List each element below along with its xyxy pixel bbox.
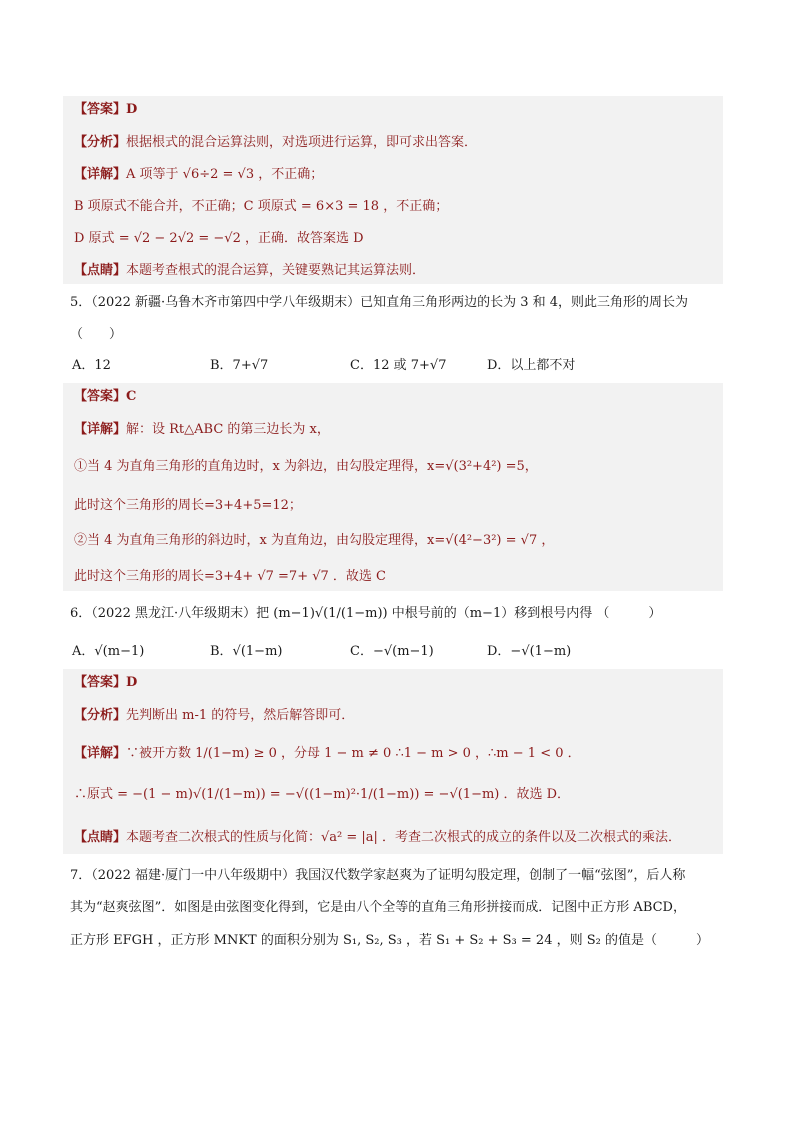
option-b: B．√(1−m) [210,644,283,659]
option-a: A．√(m−1) [72,644,145,659]
answer-line: 【答案】C [74,389,137,404]
answer-line: 【答案】D [74,102,138,117]
question-5-stem: 5．（2022 新疆·乌鲁木齐市第四中学八年级期末）已知直角三角形两边的长为 3 和 4，则此三角形的周长为 [70,295,689,310]
question-7-stem: 7．（2022 福建·厦门一中八年级期中）我国汉代数学家赵爽为了证明勾股定理，创制了一幅“弦图”，后人称 [70,868,686,883]
detail-line: B 项原式不能合并，不正确；C 项原式 = 6×3 = 18 ，不正确； [74,199,449,214]
detail-line: 【详解】∵被开方数 1/(1−m) ≥ 0 ，分母 1 − m ≠ 0 ∴1 − m > 0 ，∴m − 1 < 0 ． [74,746,581,761]
option-c: C．−√(m−1) [350,644,434,659]
detail-line: ①当 4 为直角三角形的直角边时，x 为斜边，由勾股定理得，x=√(3²+4²) =5， [74,459,538,474]
answer-box-q5 [63,383,723,591]
detail-line: ②当 4 为直角三角形的斜边时，x 为直角边，由勾股定理得，x=√(4²−3²) = √7 ， [74,533,555,548]
option-a: A．12 [72,358,111,373]
detail-line: D 原式 = √2 − 2√2 = −√2 ，正确．故答案选 D [74,231,364,246]
detail-line: 此时这个三角形的周长=3+4+5=12； [74,498,302,513]
detail-line: ∴原式 = −(1 − m)√(1/(1−m)) = −√((1−m)²·1/(1−m)) = −√(1−m) ．故选 D． [74,787,571,802]
question-7-stem: 其为“赵爽弦图”．如图是由弦图变化得到，它是由八个全等的直角三角形拼接而成．记图中正方形 ABCD， [70,900,686,915]
option-d: D．以上都不对 [487,358,576,373]
answer-box-q4 [63,96,723,284]
question-7-stem: 正方形 EFGH ，正方形 MNKT 的面积分别为 S₁, S₂, S₃ ，若 S₁ + S₂ + S₃ = 24 ，则 S₂ 的值是（ ） [70,933,709,948]
detail-line: 【详解】解：设 Rt△ABC 的第三边长为 x， [74,422,330,437]
answer-line: 【答案】D [74,675,138,690]
question-6-stem: 6．（2022 黑龙江·八年级期末）把 (m−1)√(1/(1−m)) 中根号前的（m−1）移到根号内得 （ ） [70,606,662,621]
option-b: B．7+√7 [210,358,269,373]
comment-line: 【点睛】本题考查根式的混合运算，关键要熟记其运算法则． [74,263,426,278]
analysis-line: 【分析】根据根式的混合运算法则，对选项进行运算，即可求出答案． [74,135,478,150]
option-c: C．12 或 7+√7 [350,358,447,373]
analysis-line: 【分析】先判断出 m-1 的符号，然后解答即可． [74,708,355,723]
detail-line: 此时这个三角形的周长=3+4+ √7 =7+ √7 ．故选 C [74,569,386,584]
detail-line: 【详解】A 项等于 √6÷2 = √3 ，不正确； [74,167,324,182]
option-d: D．−√(1−m) [487,644,572,659]
comment-line: 【点睛】本题考查二次根式的性质与化简：√a² = |a| ．考查二次根式的成立的条件以及二次根式的乘法． [74,830,682,845]
question-5-stem-cont: （ ） [70,327,123,342]
